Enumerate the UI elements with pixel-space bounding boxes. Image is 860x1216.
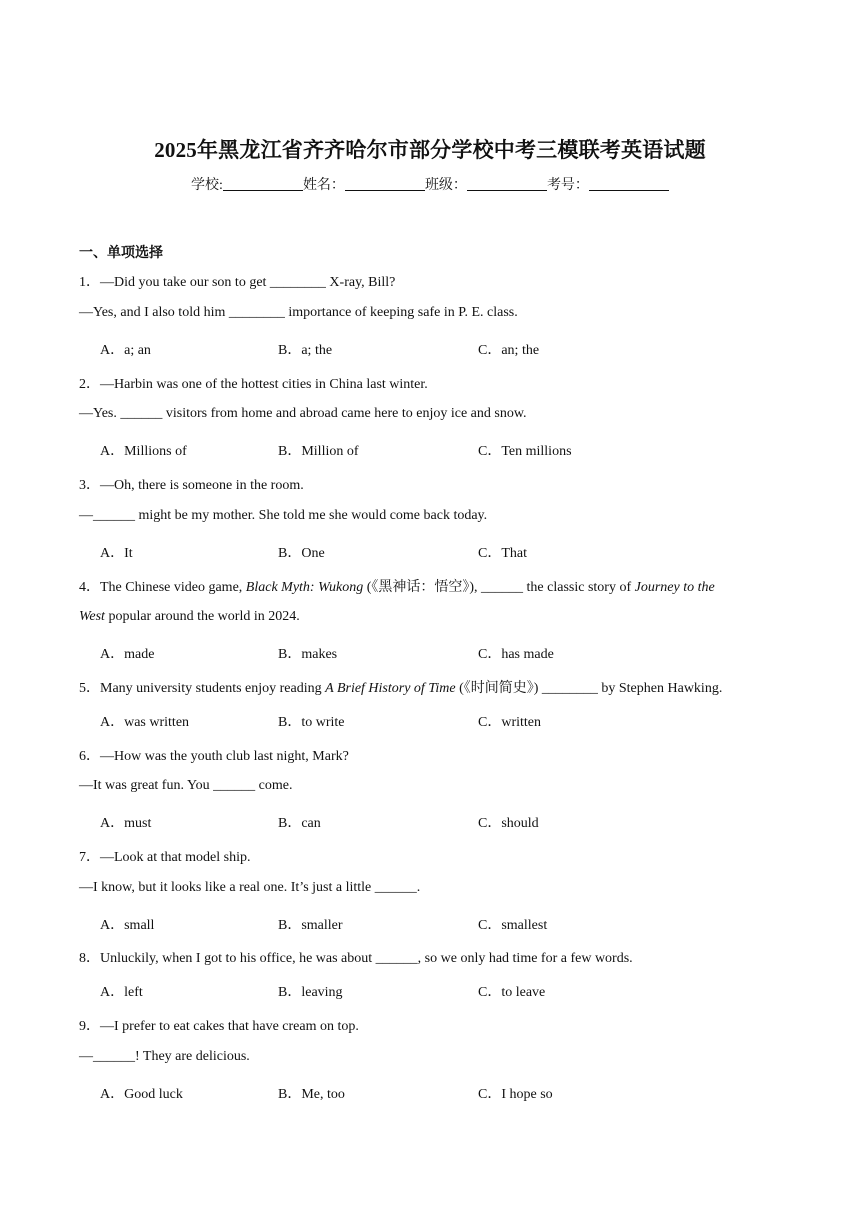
question-3-reply: —______ might be my mother. She told me she would come back today.	[79, 508, 488, 523]
q4-book-title-part2: West	[79, 609, 105, 624]
q5-option-c[interactable]: C．written	[478, 715, 541, 730]
question-4-stem-cont	[79, 609, 300, 625]
question-9-stem: 9．—I prefer to eat cakes that have cream on top.	[79, 1019, 359, 1034]
question-9-reply: —______! They are delicious.	[79, 1049, 250, 1064]
q4-text-2: (《黑神话：悟空》), ______ the classic story of	[363, 580, 635, 595]
q7-option-c[interactable]: C．smallest	[478, 918, 548, 933]
q9-option-b[interactable]: B．Me, too	[278, 1087, 345, 1102]
exam-title: 2025年黑龙江省齐齐哈尔市部分学校中考三模联考英语试题	[154, 138, 706, 162]
q1-option-c[interactable]: C．an; the	[478, 343, 540, 358]
q4-option-b[interactable]: B．makes	[278, 647, 338, 662]
question-6-reply: —It was great fun. You ______ come.	[79, 778, 293, 793]
q4-book-title-part1: Journey to the	[634, 580, 715, 595]
q4-option-a[interactable]: A．made	[100, 647, 155, 662]
q2-option-c[interactable]: C．Ten millions	[478, 444, 572, 459]
q1-option-b[interactable]: B．a; the	[278, 343, 333, 358]
name-label: 姓名：	[302, 178, 345, 193]
q7-option-b[interactable]: B．smaller	[278, 918, 343, 933]
student-info-line	[0, 174, 860, 194]
question-2-stem: 2．—Harbin was one of the hottest cities in China last winter.	[79, 377, 428, 392]
q8-option-a[interactable]: A．left	[100, 985, 143, 1000]
name-blank[interactable]	[345, 176, 425, 191]
q6-option-b[interactable]: B．can	[278, 816, 321, 831]
q5-text-1: 5．Many university students enjoy reading	[79, 681, 326, 696]
q4-option-c[interactable]: C．has made	[478, 647, 554, 662]
q6-option-c[interactable]: C．should	[478, 816, 539, 831]
q4-text-1: 4．The Chinese video game,	[79, 580, 246, 595]
school-label: 学校:	[191, 178, 223, 193]
q6-option-a[interactable]: A．must	[100, 816, 152, 831]
question-2-reply: —Yes. ______ visitors from home and abroad came here to enjoy ice and snow.	[79, 406, 527, 421]
q5-book-title: A Brief History of Time	[325, 681, 456, 696]
school-blank[interactable]	[223, 176, 303, 191]
question-1-reply: —Yes, and I also told him ________ importance of keeping safe in P. E. class.	[79, 305, 518, 320]
question-6-stem: 6．—How was the youth club last night, Mark?	[79, 749, 349, 764]
question-3-stem: 3．—Oh, there is someone in the room.	[79, 478, 304, 493]
section-heading: 一、单项选择	[79, 246, 163, 261]
class-label: 班级：	[424, 178, 467, 193]
question-7-reply: —I know, but it looks like a real one. It’s just a little ______.	[79, 880, 421, 895]
question-7-stem: 7．—Look at that model ship.	[79, 850, 251, 865]
q8-option-b[interactable]: B．leaving	[278, 985, 343, 1000]
q7-option-a[interactable]: A．small	[100, 918, 155, 933]
q3-option-c[interactable]: C．That	[478, 546, 527, 561]
q5-option-a[interactable]: A．was written	[100, 715, 190, 730]
q3-option-a[interactable]: A．It	[100, 546, 133, 561]
q5-option-b[interactable]: B．to write	[278, 715, 345, 730]
q4-game-title: Black Myth: Wukong	[245, 580, 364, 595]
q9-option-a[interactable]: A．Good luck	[100, 1087, 183, 1102]
q9-option-c[interactable]: C．I hope so	[478, 1087, 553, 1102]
exam-number-blank[interactable]	[589, 176, 669, 191]
question-4-stem	[79, 576, 715, 596]
q2-option-b[interactable]: B．Million of	[278, 444, 359, 459]
class-blank[interactable]	[467, 176, 547, 191]
q1-option-a[interactable]: A．a; an	[100, 343, 151, 358]
q2-option-a[interactable]: A．Millions of	[100, 444, 187, 459]
question-8-stem: 8．Unluckily, when I got to his office, he was about ______, so we only had time for a few words.	[79, 951, 633, 966]
question-1-stem: 1．—Did you take our son to get ________ X-ray, Bill?	[79, 275, 396, 290]
q3-option-b[interactable]: B．One	[278, 546, 325, 561]
q5-text-2: (《时间简史》) ________ by Stephen Hawking.	[455, 681, 723, 696]
q4-text-3: popular around the world in 2024.	[104, 609, 300, 624]
q8-option-c[interactable]: C．to leave	[478, 985, 546, 1000]
exam-number-label: 考号：	[546, 178, 589, 193]
question-5-stem	[79, 677, 722, 697]
